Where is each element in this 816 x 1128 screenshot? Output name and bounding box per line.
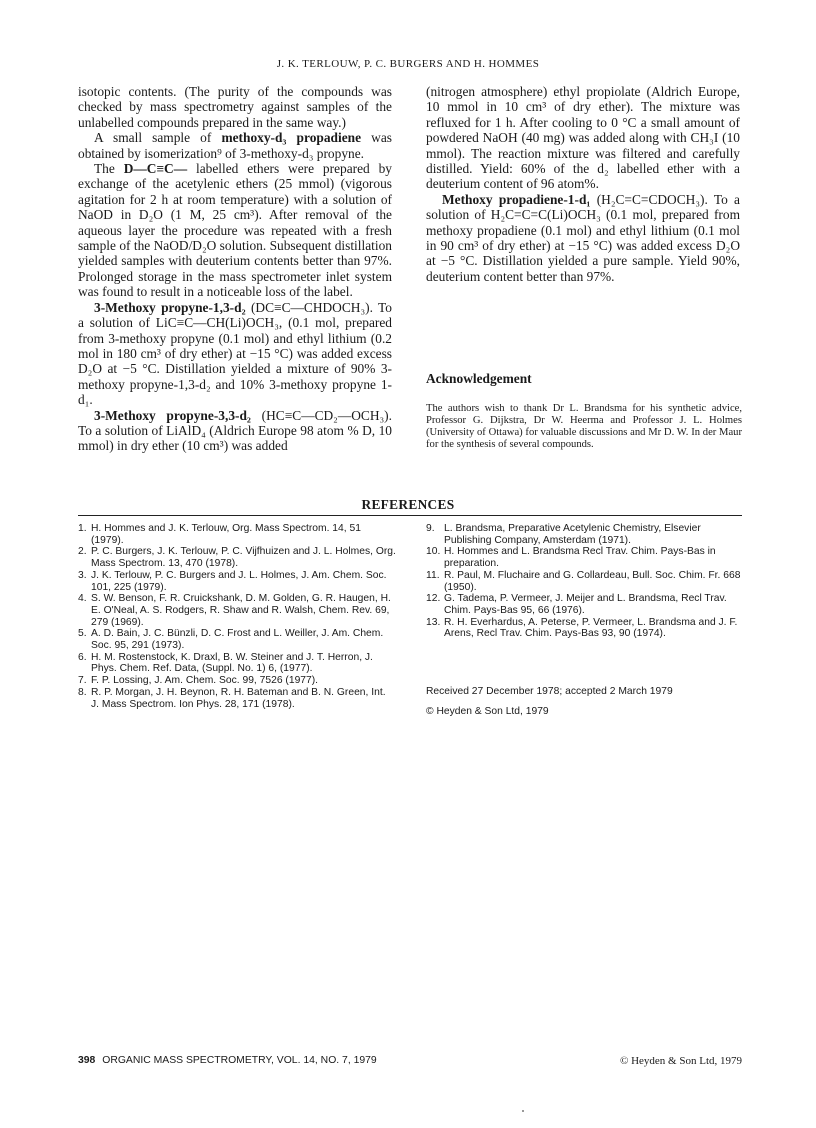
reference-number: 12. <box>426 593 441 605</box>
reference-item <box>426 593 744 616</box>
reference-number: 7. <box>78 675 87 687</box>
compound-name: Methoxy propadiene-1-d₁ <box>442 191 591 207</box>
reference-number: 10. <box>426 546 441 558</box>
text-run: was obtained by isomerization⁹ of 3-methoxy-d₃ propyne. <box>78 130 392 161</box>
text-run: The <box>94 161 124 177</box>
reference-number: 13. <box>426 616 441 628</box>
reference-item <box>78 523 396 546</box>
page-number: 398 <box>78 1055 96 1066</box>
reference-number: 5. <box>78 628 87 640</box>
reference-item <box>426 546 744 569</box>
reference-number: 11. <box>426 569 440 581</box>
reference-item <box>78 687 396 710</box>
acknowledgement-heading: Acknowledgement <box>426 371 532 386</box>
reference-number: 8. <box>78 686 87 698</box>
reference-item <box>78 593 396 628</box>
compound-name: 3-Methoxy propyne-1,3-d₂ <box>94 299 246 315</box>
acknowledgement-text: The authors wish to thank Dr L. Brandsma for his synthetic advice, Professor G. Dijkstra, Dr W. Heerma and Professor J. L. Holmes (University of Ottawa) for valuable discussions and Mr D. W. In der Maur for the synthesis of several compounds. <box>426 403 742 450</box>
reference-text: G. Tadema, P. Vermeer, J. Meijer and L. Brandsma, Recl Trav. Chim. Pays-Bas 95, 66 (1976). <box>444 593 727 616</box>
reference-number: 9. <box>426 523 435 534</box>
reference-text: H. Hommes and L. Brandsma Recl Trav. Chim. Pays-Bas in preparation. <box>444 546 716 570</box>
references-heading: REFERENCES <box>361 497 455 512</box>
reference-number: 6. <box>78 651 87 663</box>
paragraph <box>78 408 392 454</box>
text-run: labelled ethers were prepared by exchange of the acetylenic ethers (25 mmol) (vigorous agitation for 2 h at room temperature) with a solution of NaOD in D₂O (1 M, 25 cm³). After removal of the aqueous layer the procedure was repeated with a fresh sample of the NaOD/D₂O solution. Subsequent distillation yielded samples with deuterium contents better than 97%. Prolonged storage in the mass spectrometer inlet system was found to result in a noticeable loss of the label. <box>78 161 392 300</box>
right-column <box>426 84 740 284</box>
reference-item <box>78 628 396 651</box>
references-right-list <box>426 523 744 640</box>
journal-citation: ORGANIC MASS SPECTROMETRY, VOL. 14, NO. 7, 1979 <box>102 1055 377 1066</box>
text-run: (HC≡C—CD₂—OCH₃). To a solution of LiAlD₄ (Aldrich Europe 98 atom % D, 10 mmol) in dry ether (10 cm³) was added <box>78 407 392 454</box>
reference-text: H. Hommes and J. K. Terlouw, Org. Mass Spectrom. 14, 51 (1979). <box>91 523 361 546</box>
received-dates: Received 27 December 1978; accepted 2 March 1979 <box>426 686 673 697</box>
reference-item <box>78 546 396 569</box>
reference-text: L. Brandsma, Preparative Acetylenic Chemistry, Elsevier Publishing Company, Amsterdam (1971). <box>444 523 701 546</box>
paragraph <box>78 300 392 408</box>
paragraph: isotopic contents. (The purity of the compounds was checked by mass spectrometry against samples of the unlabelled compounds prepared in the same way.) <box>78 84 392 130</box>
left-column <box>78 84 392 454</box>
compound-name: D—C≡C— <box>123 161 188 177</box>
compound-name: methoxy-d₃ propadiene <box>221 130 362 146</box>
text-run: (H₂C=C=CDOCH₃). To a solution of H₂C=C=C(Li)OCH₃ (0.1 mol, prepared from methoxy propadiene (0.1 mol) and ethyl lithium (0.1 mol in 90 cm³ of dry ether) at −15 °C) was added excess D₂O at −5 °C. Distillation yielded a pure sample. Yield 90%, deuterium content better than 97%. <box>426 191 740 284</box>
reference-number: 2. <box>78 546 87 558</box>
reference-text: R. H. Everhardus, A. Peterse, P. Vermeer, L. Brandsma and J. F. Arens, Recl Trav. Chim. Pays-Bas 93, 90 (1974). <box>444 616 738 640</box>
reference-text: P. C. Burgers, J. K. Terlouw, P. C. Vijfhuizen and J. L. Holmes, Org. Mass Spectrom. 13, 470 (1978). <box>91 546 396 570</box>
reference-text: J. K. Terlouw, P. C. Burgers and J. L. Holmes, J. Am. Chem. Soc. 101, 225 (1979). <box>91 569 387 593</box>
paragraph: (nitrogen atmosphere) ethyl propiolate (Aldrich Europe, 10 mmol in 10 cm³ of dry ether). The mixture was refluxed for 1 h. After cooling to 0 °C a small amount of powdered NaOH (40 mg) was added along with CH₃I (10 mmol). The reaction mixture was filtered and carefully distilled. Yield: 60% of the d₂ labelled ether with a deuterium content of 96 atom%. <box>426 84 740 192</box>
paragraph <box>78 130 392 161</box>
text-run: A small sample of <box>94 130 222 146</box>
reference-number: 3. <box>78 569 87 581</box>
paragraph <box>426 192 740 284</box>
reference-text: R. Paul, M. Fluchaire and G. Collardeau, Bull. Soc. Chim. Fr. 668 (1950). <box>444 569 741 593</box>
reference-text: H. M. Rostenstock, K. Draxl, B. W. Steiner and J. T. Herron, J. Phys. Chem. Ref. Data, (Suppl. No. 1) 6, (1977). <box>91 651 373 675</box>
reference-number: 1. <box>78 523 87 534</box>
running-head: J. K. TERLOUW, P. C. BURGERS AND H. HOMMES <box>276 58 540 70</box>
reference-number: 4. <box>78 593 87 605</box>
page-footer-journal <box>78 1055 377 1066</box>
article-copyright: © Heyden & Son Ltd, 1979 <box>426 706 549 717</box>
reference-text: S. W. Benson, F. R. Cruickshank, D. M. Golden, G. R. Haugen, H. E. O'Neal, A. S. Rodgers, R. Shaw and R. Walsh, Chem. Rev. 69, 279 (1969). <box>91 593 391 628</box>
references-left-list <box>78 523 396 710</box>
reference-text: F. P. Lossing, J. Am. Chem. Soc. 99, 7526 (1977). <box>91 675 319 687</box>
reference-item <box>426 570 744 593</box>
reference-text: A. D. Bain, J. C. Bünzli, D. C. Frost and L. Weiller, J. Am. Chem. Soc. 95, 291 (1973). <box>91 628 384 652</box>
paragraph <box>78 161 392 300</box>
reference-item <box>78 570 396 593</box>
references-divider <box>78 515 742 516</box>
page-footer-copyright: © Heyden & Son Ltd, 1979 <box>619 1055 742 1067</box>
reference-item <box>426 523 744 546</box>
compound-name: 3-Methoxy propyne-3,3-d₂ <box>94 407 251 423</box>
reference-text: R. P. Morgan, J. H. Beynon, R. H. Bateman and B. N. Green, Int. J. Mass Spectrom. Ion Phys. 28, 171 (1978). <box>91 686 386 710</box>
reference-item <box>78 675 396 687</box>
text-run: (DC≡C—CHDOCH₃). To a solution of LiC≡C—CH(Li)OCH₃, (0.1 mol, prepared from 3-methoxy propyne (0.1 mol) and ethyl lithium (0.2 mol in 180 cm³ of dry ether) at −15 °C) was added excess D₂O at −5 °C. Distillation yielded a mixture of 90% 3-methoxy propyne-1,3-d₂ and 10% 3-methoxy propyne 1-d₁. <box>78 299 392 408</box>
scan-speck <box>522 1110 524 1112</box>
reference-item <box>426 617 744 640</box>
reference-item <box>78 652 396 675</box>
